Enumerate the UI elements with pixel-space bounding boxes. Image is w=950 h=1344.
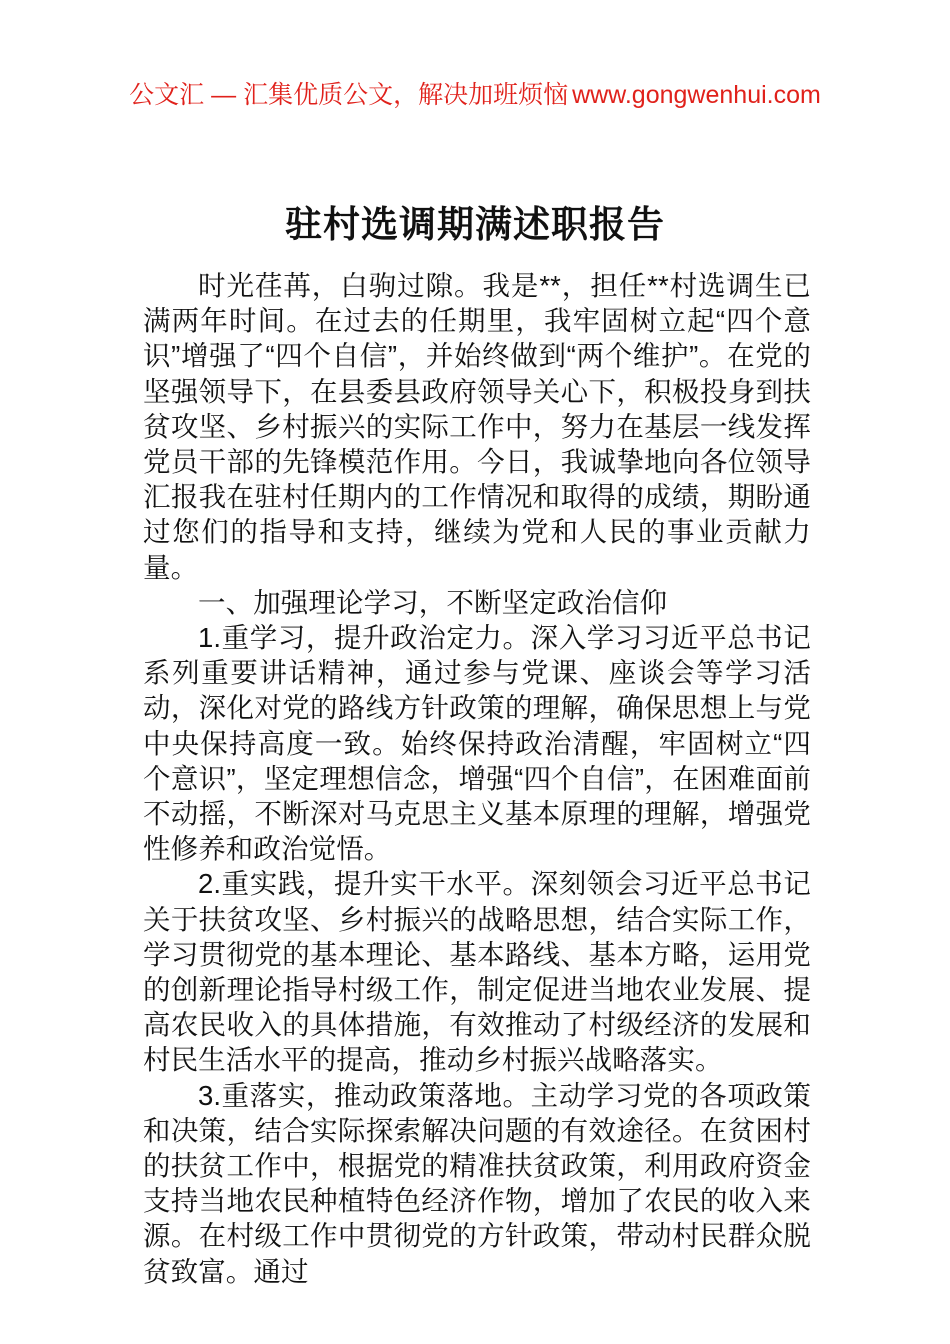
paragraph-item-1: 1.重学习，提升政治定力。深入学习习近平总书记系列重要讲话精神，通过参与党课、座谈会等学习活动，深化对党的路线方针政策的理解，确保思想上与党中央保持高度一致。始终保持政治清醒，牢固树立“四个意识”，坚定理想信念，增强“四个自信”，在困难面前不动摇，不断深对马克思主义基本原理的理解，增强党性修养和政治觉悟。 [143,622,811,865]
promo-banner [0,78,950,112]
document-body [143,268,811,1289]
document-title: 驻村选调期满述职报告 [285,203,665,245]
paragraph-item-3: 3.重落实，推动政策落地。主动学习党的各项政策和决策，结合实际探索解决问题的有效途径。在贫困村的扶贫工作中，根据党的精准扶贫政策，利用政府资金支持当地农民种植特色经济作物，增加了农民的收入来源。在村级工作中贯彻党的方针政策，带动村民群众脱贫致富。通过 [143,1079,811,1287]
promo-banner-url[interactable]: www.gongwenhui.com [572,81,821,109]
section-heading-1: 一、加强理论学习，不断坚定政治信仰 [198,586,668,618]
paragraph-intro: 时光荏苒，白驹过隙。我是**，担任**村选调生已满两年时间。在过去的任期里，我牢固树立起“四个意识”增强了“四个自信”，并始终做到“两个维护”。在党的坚强领导下，在县委县政府领导关心下，积极投身到扶贫攻坚、乡村振兴的实际工作中，努力在基层一线发挥党员干部的先锋模范作用。今日，我诚挚地向各位领导汇报我在驻村任期内的工作情况和取得的成绩，期盼通过您们的指导和支持，继续为党和人民的事业贡献力量。 [143,270,811,583]
paragraph-item-2: 2.重实践，提升实干水平。深刻领会习近平总书记关于扶贫攻坚、乡村振兴的战略思想，结合实际工作，学习贯彻党的基本理论、基本路线、基本方略，运用党的创新理论指导村级工作，制定促进当地农业发展、提高农民收入的具体措施，有效推动了村级经济的发展和村民生活水平的提高，推动乡村振兴战略落实。 [143,868,811,1076]
promo-banner-text: 公文汇 — 汇集优质公文，解决加班烦恼 [129,81,569,109]
